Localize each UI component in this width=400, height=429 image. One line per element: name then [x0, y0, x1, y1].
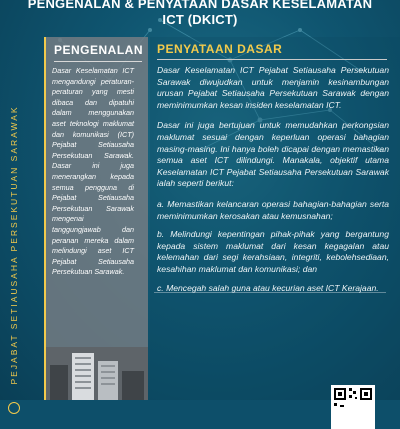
- policy-paragraph-2: Dasar ini juga bertujuan untuk memudahkan perkongsian maklumat sesuai dengan keperluan operasi bahagian masing-masing. Ini hanya boleh dicapai dengan memastikan semua aset ICT dilindungi. Manakala, objektif utama Keselamatan ICT Pejabat Setiausaha Persekutuan Sarawak ialah seperti berikut:: [157, 120, 389, 189]
- objective-item-a: a. Memastikan kelancaran operasi bahagian-bahagian serta meminimumkan kerosakan atau kemusnahan;: [157, 198, 389, 221]
- policy-paragraph-1: Dasar Keselamatan ICT Pejabat Setiausaha Persekutuan Sarawak diwujudkan untuk menjamin kesinambungan urusan Pejabat Setiausaha Persekutuan Sarawak dengan meminimumkan kesan insiden keselamatan ICT.: [157, 65, 389, 110]
- vertical-org-name: PEJABAT SETIAUSAHA PERSEKUTUAN SARAWAK: [9, 105, 19, 385]
- policy-statement-panel: [150, 37, 400, 400]
- objective-item-c: c. Mencegah salah guna atau kecurian aset ICT Kerajaan.: [157, 282, 379, 293]
- divider: [54, 61, 142, 62]
- policy-statement-body: [157, 65, 389, 301]
- qr-code-icon[interactable]: [331, 385, 375, 429]
- introduction-panel: [44, 37, 148, 400]
- circle-ornament-icon: [8, 402, 20, 414]
- policy-statement-title: PENYATAAN DASAR: [157, 42, 283, 56]
- separator-line: [154, 292, 386, 293]
- title-line-2: ICT (DKICT): [162, 12, 238, 27]
- introduction-title: PENGENALAN: [54, 43, 144, 57]
- title-line-1: PENGENALAN & PENYATAAN DASAR KESELAMATAN: [27, 0, 373, 11]
- objective-item-b: b. Melindungi kepentingan pihak-pihak yang bergantung kepada sistem maklumat dari kesan kegagalan atau kelemahan dari segi kerahsiaan, integriti, kebolehsediaan, kesahihan maklumat dan komunikasi; dan: [157, 229, 389, 274]
- page-title: [0, 0, 400, 28]
- divider: [157, 59, 387, 60]
- side-strip: [0, 30, 28, 400]
- buildings-image: [46, 347, 148, 400]
- introduction-body: Dasar Keselamatan ICT mengandungi peraturan-peraturan yang mesti dibaca dan dipatuhi dalam menggunakan aset teknologi maklumat dan komunikasi (ICT) Pejabat Setiausaha Persekutuan Sarawak. Dasar ini juga menerangkan kepada semua pengguna di Pejabat Setiausaha Persekutuan Sarawak mengenai tanggungjawab dan peranan mereka dalam melindungi aset ICT Pejabat Setiausaha Persekutuan Sarawak.: [52, 66, 134, 277]
